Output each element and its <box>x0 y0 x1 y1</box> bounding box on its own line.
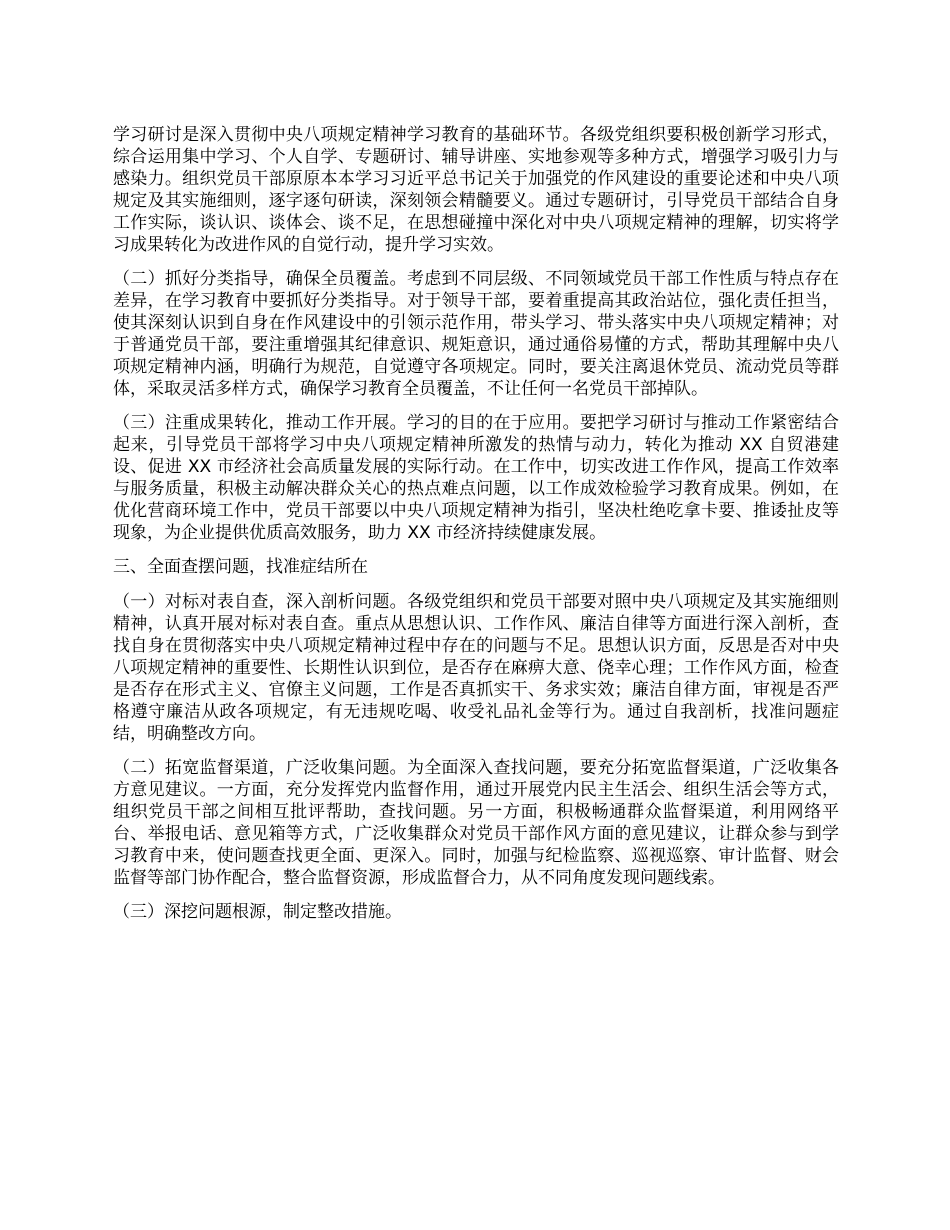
paragraph-result-transformation: （三）注重成果转化，推动工作开展。学习的目的在于应用。要把学习研讨与推动工作紧密结合起来，引导党员干部将学习中央八项规定精神所激发的热情与动力，转化为推动 XX 自贸港建设、促进 XX 市经济社会高质量发展的实际行动。在工作中，切实改进工作作风，提高工作效率与服务质量，积极主动解决群众关心的热点难点问题，以工作成效检验学习教育成果。例如，在优化营商环境工作中，党员干部要以中央八项规定精神为指引，坚决杜绝吃拿卡要、推诿扯皮等现象，为企业提供优质高效服务，助力 XX 市经济持续健康发展。 <box>113 413 839 543</box>
paragraph-self-check: （一）对标对表自查，深入剖析问题。各级党组织和党员干部要对照中央八项规定及其实施细则精神，认真开展对标对表自查。重点从思想认识、工作作风、廉洁自律等方面进行深入剖析，查找自身在贯彻落实中央八项规定精神过程中存在的问题与不足。思想认识方面，反思是否对中央八项规定精神的重要性、长期性认识到位，是否存在麻痹大意、侥幸心理；工作作风方面，检查是否存在形式主义、官僚主义问题，工作是否真抓实干、务求实效；廉洁自律方面，审视是否严格遵守廉洁从政各项规定，有无违规吃喝、收受礼品礼金等行为。通过自我剖析，找准问题症结，明确整改方向。 <box>113 592 839 744</box>
document-page <box>113 124 839 935</box>
paragraph-supervision-channels: （二）拓宽监督渠道，广泛收集问题。为全面深入查找问题，要充分拓宽监督渠道，广泛收集各方意见建议。一方面，充分发挥党内监督作用，通过开展党内民主生活会、组织生活会等方式，组织党员干部之间相互批评帮助，查找问题。另一方面，积极畅通群众监督渠道，利用网络平台、举报电话、意见箱等方式，广泛收集群众对党员干部作风方面的意见建议，让群众参与到学习教育中来，使问题查找更全面、更深入。同时，加强与纪检监察、巡视巡察、审计监督、财会监督等部门协作配合，整合监督资源，形成监督合力，从不同角度发现问题线索。 <box>113 758 839 888</box>
paragraph-classified-guidance: （二）抓好分类指导，确保全员覆盖。考虑到不同层级、不同领域党员干部工作性质与特点存在差异，在学习教育中要抓好分类指导。对于领导干部，要着重提高其政治站位，强化责任担当，使其深刻认识到自身在作风建设中的引领示范作用，带头学习、带头落实中央八项规定精神；对于普通党员干部，要注重增强其纪律意识、规矩意识，通过通俗易懂的方式，帮助其理解中央八项规定精神内涵，明确行为规范，自觉遵守各项规定。同时，要关注离退休党员、流动党员等群体，采取灵活多样方式，确保学习教育全员覆盖，不让任何一名党员干部掉队。 <box>113 269 839 399</box>
section-heading-find-problems: 三、全面查摆问题，找准症结所在 <box>113 557 368 577</box>
paragraph-root-causes: （三）深挖问题根源，制定整改措施。 <box>113 902 402 922</box>
paragraph-study-discussion: 学习研讨是深入贯彻中央八项规定精神学习教育的基础环节。各级党组织要积极创新学习形式，综合运用集中学习、个人自学、专题研讨、辅导讲座、实地参观等多种方式，增强学习吸引力与感染力。组织党员干部原原本本学习习近平总书记关于加强党的作风建设的重要论述和中央八项规定及其实施细则，逐字逐句研读，深刻领会精髓要义。通过专题研讨，引导党员干部结合自身工作实际，谈认识、谈体会、谈不足，在思想碰撞中深化对中央八项规定精神的理解，切实将学习成果转化为改进作风的自觉行动，提升学习实效。 <box>113 125 839 255</box>
